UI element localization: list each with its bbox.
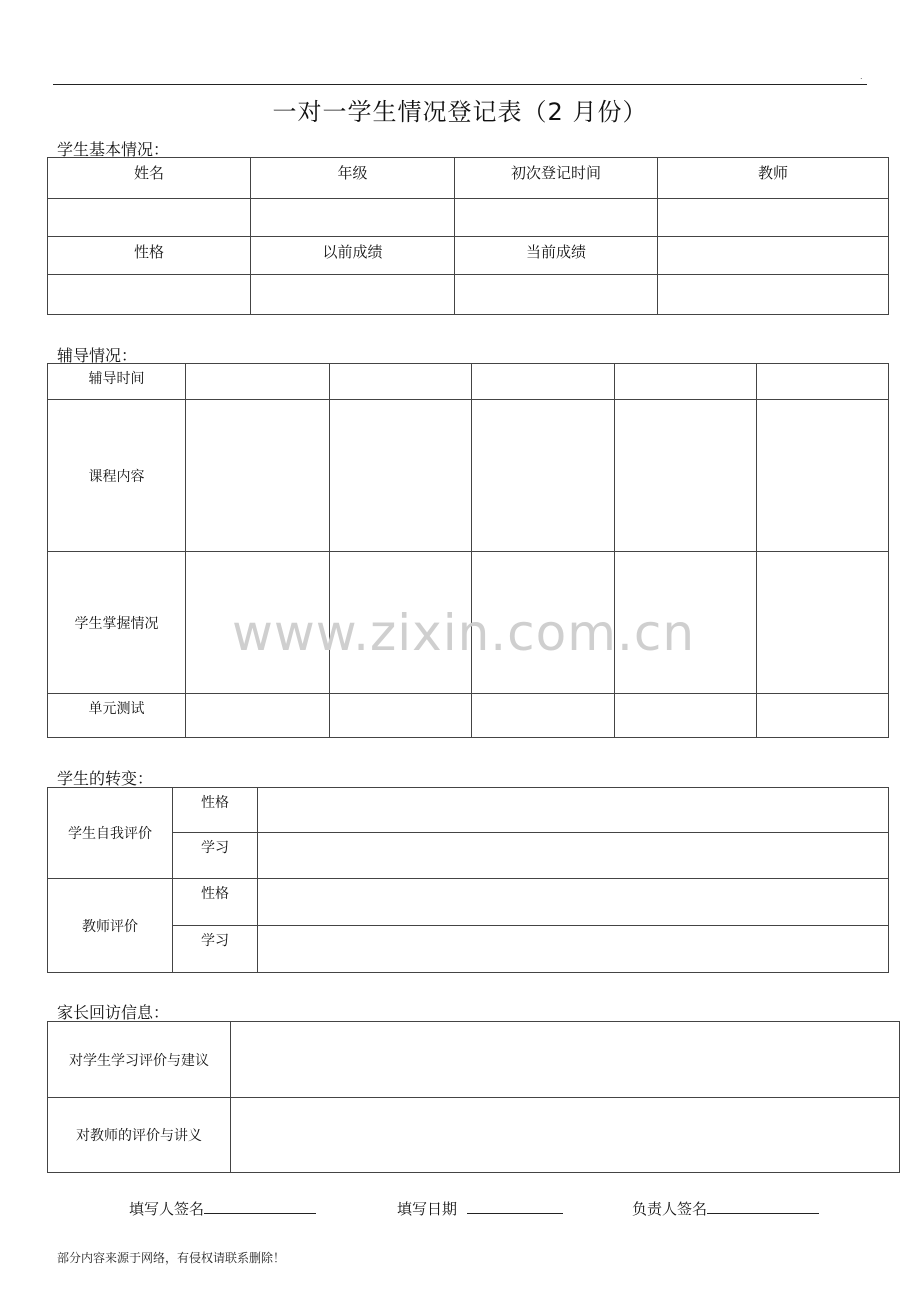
row-label-course-content: 课程内容 (48, 400, 186, 552)
footer-disclaimer: 部分内容来源于网络，有侵权请联系删除！ (57, 1251, 286, 1265)
filler-signature (129, 1198, 316, 1219)
tutoring-table (47, 363, 889, 738)
grade-value-cell[interactable] (251, 199, 455, 237)
cell[interactable] (615, 694, 757, 738)
cell[interactable] (615, 364, 757, 400)
personality-value-cell[interactable] (48, 275, 251, 315)
study-evaluation-cell[interactable] (231, 1022, 900, 1098)
extra-value-cell[interactable] (658, 275, 889, 315)
row-label-student-mastery: 学生掌握情况 (48, 552, 186, 694)
cell[interactable] (472, 364, 615, 400)
header-first-registration-time: 初次登记时间 (455, 158, 658, 199)
sub-label-personality: 性格 (173, 788, 258, 833)
responsible-signature-label: 负责人签名 (632, 1200, 708, 1218)
student-change-table (47, 787, 889, 973)
header-grade: 年级 (251, 158, 455, 199)
corner-mark: . (860, 72, 863, 81)
blank-header-cell (658, 237, 889, 275)
sub-label-personality: 性格 (173, 879, 258, 926)
header-personality: 性格 (48, 237, 251, 275)
cell[interactable] (615, 400, 757, 552)
cell[interactable] (757, 364, 889, 400)
section-change-label: 学生的转变： (57, 769, 154, 788)
teacher-eval-label: 教师评价 (48, 879, 173, 973)
sub-label-study: 学习 (173, 926, 258, 973)
watermark: www.zixin.com.cn (232, 604, 696, 662)
header-current-score: 当前成绩 (455, 237, 658, 275)
responsible-signature-line[interactable] (707, 1199, 819, 1214)
teacher-evaluation-cell[interactable] (231, 1098, 900, 1173)
section-basic-label: 学生基本情况： (57, 140, 170, 159)
self-eval-personality-cell[interactable] (258, 788, 889, 833)
cell[interactable] (330, 694, 472, 738)
cell[interactable] (186, 364, 330, 400)
cell[interactable] (186, 694, 330, 738)
responsible-signature (632, 1198, 819, 1219)
current-score-value-cell[interactable] (455, 275, 658, 315)
student-self-eval-label: 学生自我评价 (48, 788, 173, 879)
cell[interactable] (472, 400, 615, 552)
cell[interactable] (472, 694, 615, 738)
row-label-teacher-evaluation: 对教师的评价与讲义 (48, 1098, 231, 1173)
teacher-value-cell[interactable] (658, 199, 889, 237)
first-registration-value-cell[interactable] (455, 199, 658, 237)
teacher-eval-study-cell[interactable] (258, 926, 889, 973)
parent-visit-table (47, 1021, 900, 1173)
header-previous-score: 以前成绩 (251, 237, 455, 275)
section-parent-label: 家长回访信息： (57, 1003, 170, 1022)
fill-date (397, 1198, 563, 1219)
fill-date-line[interactable] (467, 1199, 563, 1214)
section-tutoring-label: 辅导情况： (57, 346, 138, 365)
basic-info-table (47, 157, 889, 315)
cell[interactable] (757, 694, 889, 738)
header-name: 姓名 (48, 158, 251, 199)
filler-signature-line[interactable] (204, 1199, 316, 1214)
sub-label-study: 学习 (173, 833, 258, 879)
cell[interactable] (757, 552, 889, 694)
row-label-study-evaluation: 对学生学习评价与建议 (48, 1022, 231, 1098)
fill-date-label: 填写日期 (397, 1200, 458, 1218)
cell[interactable] (330, 364, 472, 400)
cell[interactable] (757, 400, 889, 552)
filler-signature-label: 填写人签名 (129, 1200, 205, 1218)
row-label-unit-test: 单元测试 (48, 694, 186, 738)
cell[interactable] (330, 400, 472, 552)
page-title: 一对一学生情况登记表（2 月份） (272, 98, 648, 126)
header-rule (53, 84, 867, 85)
header-teacher: 教师 (658, 158, 889, 199)
self-eval-study-cell[interactable] (258, 833, 889, 879)
teacher-eval-personality-cell[interactable] (258, 879, 889, 926)
cell[interactable] (186, 400, 330, 552)
previous-score-value-cell[interactable] (251, 275, 455, 315)
row-label-tutoring-time: 辅导时间 (48, 364, 186, 400)
name-value-cell[interactable] (48, 199, 251, 237)
